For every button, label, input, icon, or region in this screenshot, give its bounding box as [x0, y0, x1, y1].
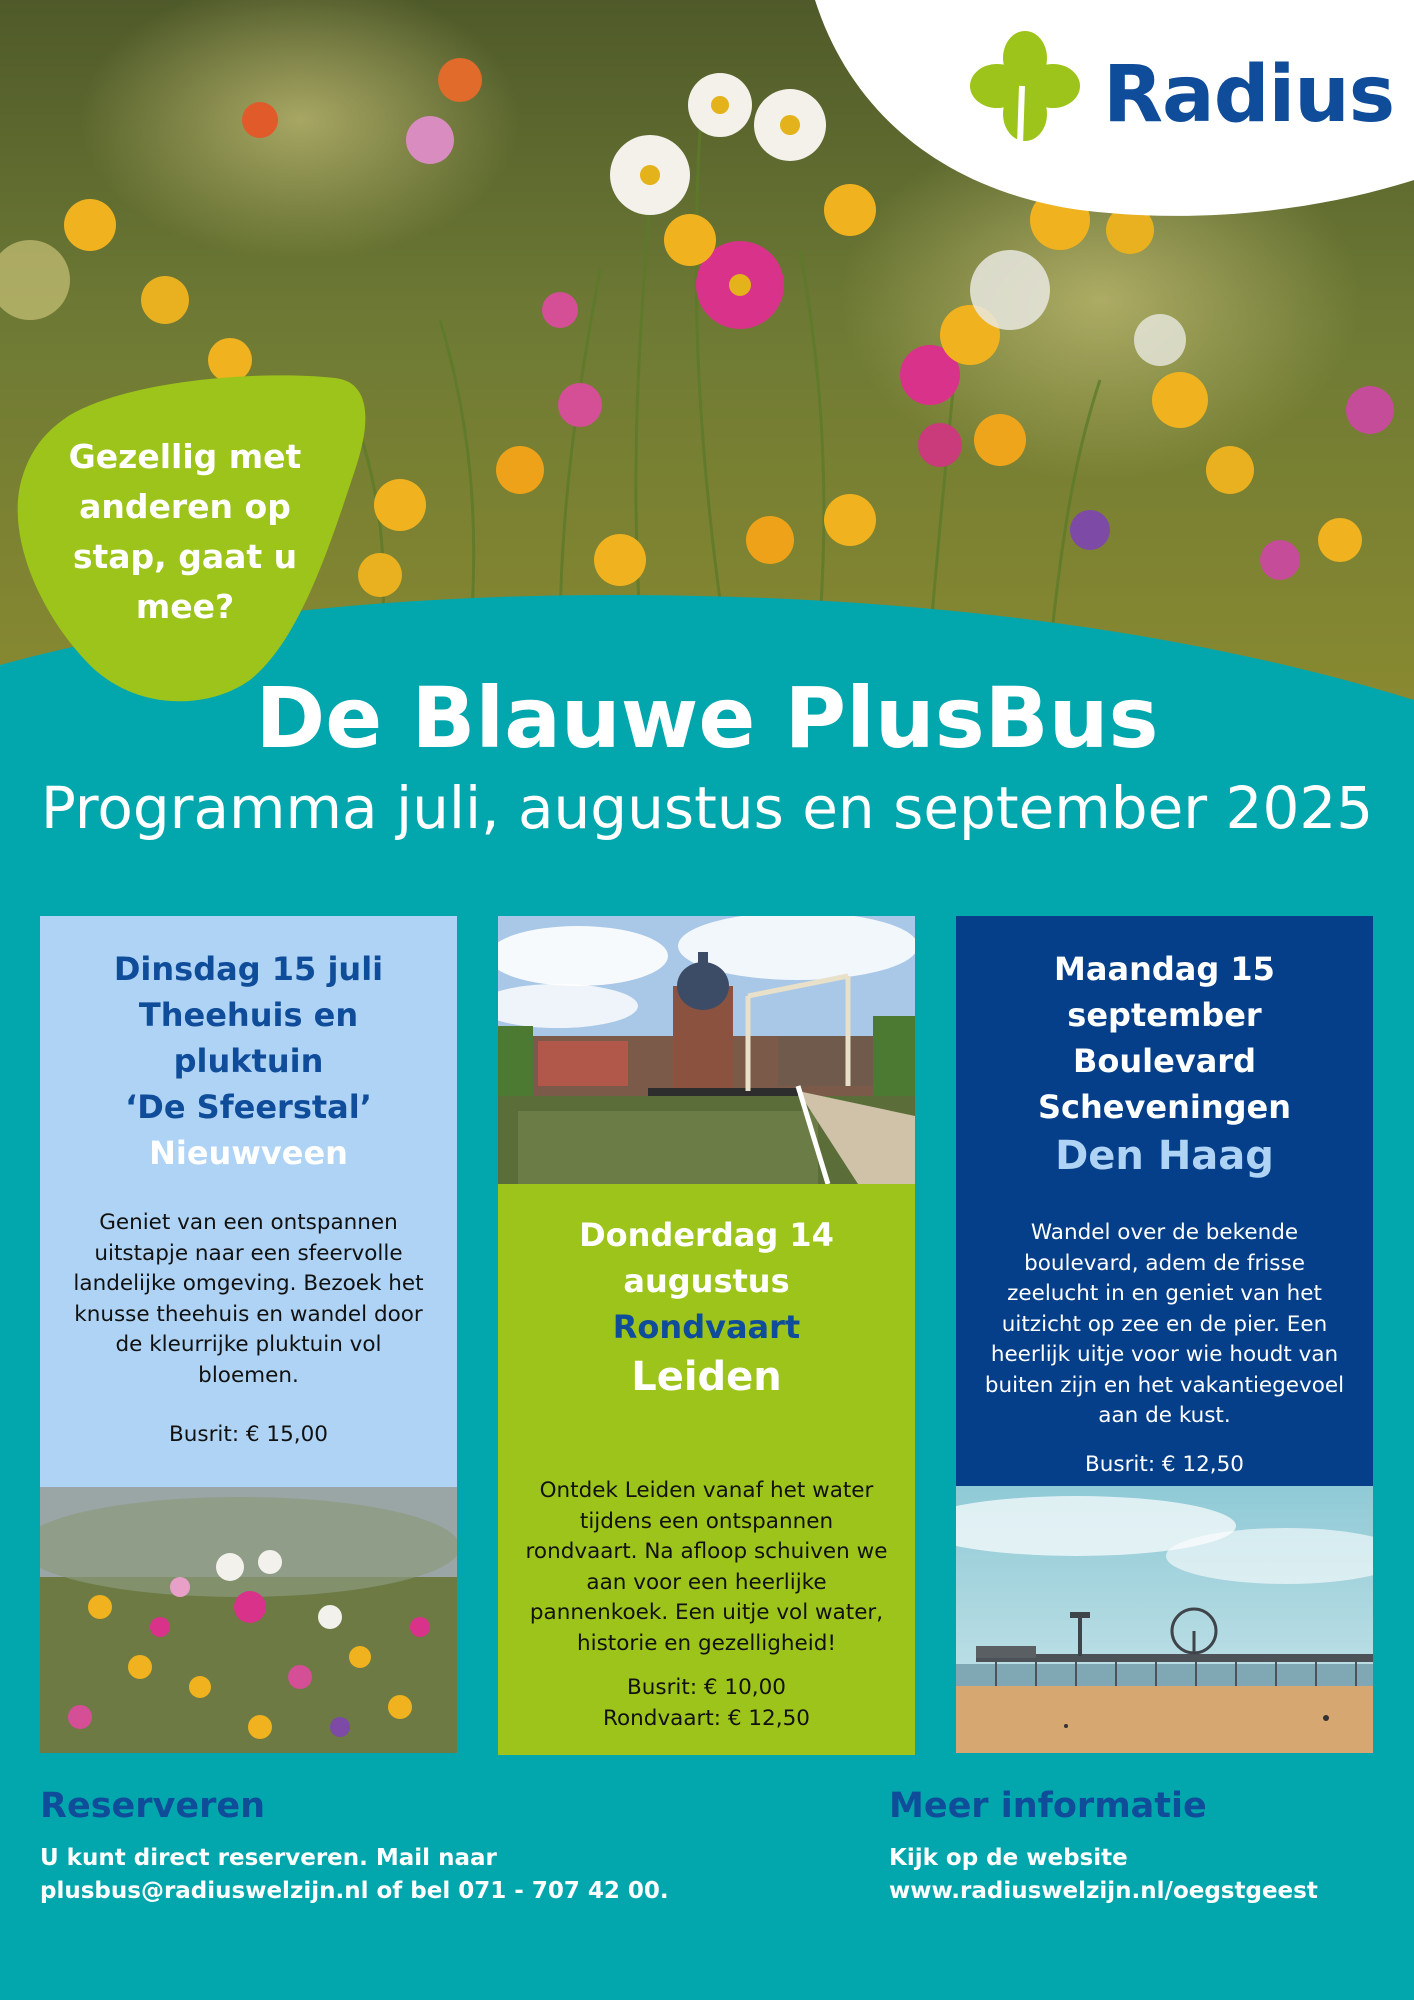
- trip-activity: Rondvaart: [612, 1308, 801, 1346]
- trip-heading-line: augustus: [623, 1262, 790, 1300]
- brand-name: Radius: [1103, 50, 1395, 140]
- trip-description: Ontdek Leiden vanaf het water tijdens een ontspannen rondvaart. Na afloop schuiven we aan voor een heerlijke pannenkoek. Een uitje vol water, historie en gezelligheid!: [525, 1478, 888, 1656]
- trip-heading-line: Scheveningen: [1038, 1088, 1291, 1126]
- trip-price: [498, 1673, 915, 1734]
- trip-price-line: Busrit: € 10,00: [627, 1675, 786, 1700]
- clover-icon: [960, 22, 1090, 152]
- leiden-canal-photo: [498, 916, 915, 1184]
- trip-heading: [956, 946, 1373, 1182]
- flower-field-photo: [40, 1487, 457, 1753]
- speech-line: stap, gaat u: [72, 537, 298, 576]
- reserve-contact-link[interactable]: plusbus@radiuswelzijn.nl of bel 071 - 707 42 00.: [40, 1878, 669, 1904]
- trip-heading-line: Boulevard: [1073, 1042, 1256, 1080]
- scheveningen-pier-photo: [956, 1486, 1373, 1753]
- info-text: [889, 1842, 1318, 1908]
- trip-description: Wandel over de bekende boulevard, adem de frisse zeelucht in en geniet van het uitzicht op zee en de pier. Een heerlijk uitje voor wie houdt van buiten zijn en het vakantiegevoel aan de kust.: [984, 1220, 1345, 1428]
- trip-heading: [40, 946, 457, 1176]
- trip-heading-line: september: [1067, 996, 1262, 1034]
- speech-line: mee?: [135, 587, 235, 626]
- trip-heading-line: Theehuis en: [138, 996, 359, 1034]
- trip-card-2: [498, 916, 915, 1755]
- info-line: Kijk op de website: [889, 1845, 1128, 1871]
- speech-bubble-text: [40, 432, 330, 632]
- trip-description: Geniet van een ontspannen uitstapje naar een sfeervolle landelijke omgeving. Bezoek het knusse theehuis en wandel door de kleurrijke pluktuin vol bloemen.: [73, 1210, 424, 1388]
- trip-heading-line: Maandag 15: [1054, 950, 1275, 988]
- reserve-text: [40, 1842, 669, 1908]
- trip-price: Busrit: € 15,00: [169, 1422, 328, 1447]
- trip-card-3: [956, 916, 1373, 1753]
- trip-heading-line: ‘De Sfeerstal’: [125, 1088, 372, 1126]
- trip-place: Nieuwveen: [149, 1134, 348, 1172]
- reserve-line: U kunt direct reserveren. Mail naar: [40, 1845, 497, 1871]
- speech-line: Gezellig met: [68, 437, 302, 476]
- trip-heading-line: pluktuin: [173, 1042, 324, 1080]
- reserve-heading: Reserveren: [40, 1786, 265, 1826]
- page-title: De Blauwe PlusBus: [255, 669, 1159, 767]
- trip-place: Leiden: [631, 1354, 782, 1400]
- trip-place: Den Haag: [1055, 1133, 1274, 1179]
- page-subtitle: Programma juli, augustus en september 2025: [40, 774, 1374, 842]
- info-heading: Meer informatie: [889, 1786, 1207, 1826]
- trip-heading-line: Donderdag 14: [579, 1216, 834, 1254]
- website-link[interactable]: www.radiuswelzijn.nl/oegstgeest: [889, 1878, 1318, 1904]
- trip-card-1: [40, 916, 457, 1753]
- trip-price: Busrit: € 12,50: [1085, 1452, 1244, 1477]
- speech-line: anderen op: [79, 487, 291, 526]
- trip-heading: [498, 1212, 915, 1404]
- trip-heading-line: Dinsdag 15 juli: [113, 950, 384, 988]
- radius-logo[interactable]: [960, 22, 1395, 152]
- trip-price-line: Rondvaart: € 12,50: [603, 1705, 810, 1731]
